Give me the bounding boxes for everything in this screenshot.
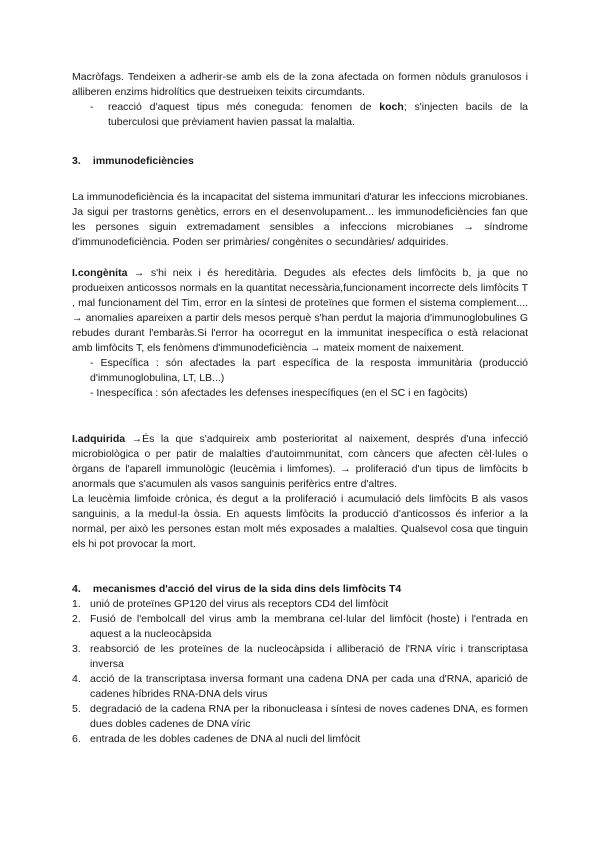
- section-3-number: 3.: [72, 155, 81, 167]
- adquirida-label: I.adquirida: [72, 433, 126, 445]
- congenita-label: I.congènita: [72, 267, 128, 279]
- section-4-heading: [72, 582, 528, 597]
- list-item: 6. entrada de les dobles cadenes de DNA al nucli del limfòcit: [72, 733, 361, 745]
- section-4-title: mecanismes d'acció del virus de la sida dins dels limfòcits T4: [92, 583, 402, 595]
- section-3-heading: [72, 154, 528, 169]
- section-3-title: immunodeficiències: [92, 155, 194, 167]
- koch-bullet-text: reacció d'aquest tipus més coneguda: fenomen de koch; s'injecten bacils de la tuberculosi que prèviament havien passat la malaltia.: [108, 101, 528, 128]
- hiv-mechanism-list: [72, 597, 528, 747]
- list-item: 2. Fusió de l'embolcall del virus amb la membrana cel·lular del limfòcit (hoste) i l'entrada en aquest a la nucleocàpsida: [72, 613, 528, 640]
- bullet-mark: -: [90, 101, 94, 113]
- koch-term: koch: [379, 101, 404, 113]
- intro-paragraph: Macròfags. Tendeixen a adherir-se amb els de la zona afectada on formen nòduls granulosos i alliberen enzims hidrolítics que destrueixen teixits circumdants.: [72, 71, 528, 98]
- list-item: 5. degradació de la cadena RNA per la ribonucleasa i síntesi de noves cadenes DNA, es formen dues dobles cadenes de DNA víric: [72, 703, 528, 730]
- list-item: 3. reabsorció de les proteïnes de la nucleocàpsida i alliberació de l'RNA víric i transcriptasa inversa: [72, 643, 528, 670]
- section-4-number: 4.: [72, 583, 81, 595]
- document-page: [72, 70, 528, 747]
- list-item: 1. unió de proteïnes GP120 del virus als receptors CD4 del limfòcit: [72, 598, 389, 610]
- immunodeficiency-paragraph: La immunodeficiència és la incapacitat del sistema immunitari d'aturar les infeccions microbianes. Ja sigui per trastorns genètics, errors en el desenvolupament... les immunodeficiències fan que les persones siguin extremadament sensibles a infeccions microbianes → síndrome d'immunodeficiència. Poden ser primàries/ congènites o secundàries/ adquirides.: [72, 191, 528, 248]
- adquirida-paragraph: I.adquirida →És la que s'adquireix amb posterioritat al naixement, després d'una infecció microbiològica o per patir de malalties d'autoimmunitat, com càncers que afecten cèl·lules o òrgans de l'aparell immunològic (leucèmia i limfomes). → proliferació d'un tipus de limfòcits b anormals que s'acumulen als vasos sanguinis perifèrics entre d'altres.: [72, 433, 528, 490]
- congenita-paragraph: I.congènita → s'hi neix i és hereditària. Degudes als efectes dels limfòcits b, ja que no produeixen anticossos normals en la quantitat necessària,funcionament incorrecte dels limfòcits T , mal funcionament del Tim, error en la síntesi de proteïnes que formen el sistema complement.... → anomalies apareixen a partir dels mesos perquè s'han perdut la majoria d'immunoglobulines G rebudes durant l'embaràs.Si l'error ha ocorregut en la immunitat inespecífica o està relacionat amb limfòcits T, els fenòmens d'immunodeficiència → mateix moment de naixement.: [72, 267, 528, 354]
- congenita-inespecifica: - Inespecífica : són afectades les defenses inespecífiques (en el SC i en fagòcits): [90, 387, 468, 399]
- koch-bullet: [72, 100, 528, 130]
- list-item: 4. acció de la transcriptasa inversa formant una cadena DNA per cada una d'RNA, aparició de cadenes híbrides RNA-DNA dels virus: [72, 673, 528, 700]
- leucemia-paragraph: La leucèmia limfoide crònica, és degut a la proliferació i acumulació dels limfòcits B als vasos sanguinis, a la medul·la òssia. En aquests limfòcits la producció d'anticossos és inferior a la normal, per això les persones estan molt més exposades a malalties. Qualsevol cosa que tinguin els hi pot provocar la mort.: [72, 493, 528, 550]
- congenita-especifica: - Específica : són afectades la part específica de la resposta immunitària (producció d'immunoglobulina, LT, LB...): [90, 357, 528, 384]
